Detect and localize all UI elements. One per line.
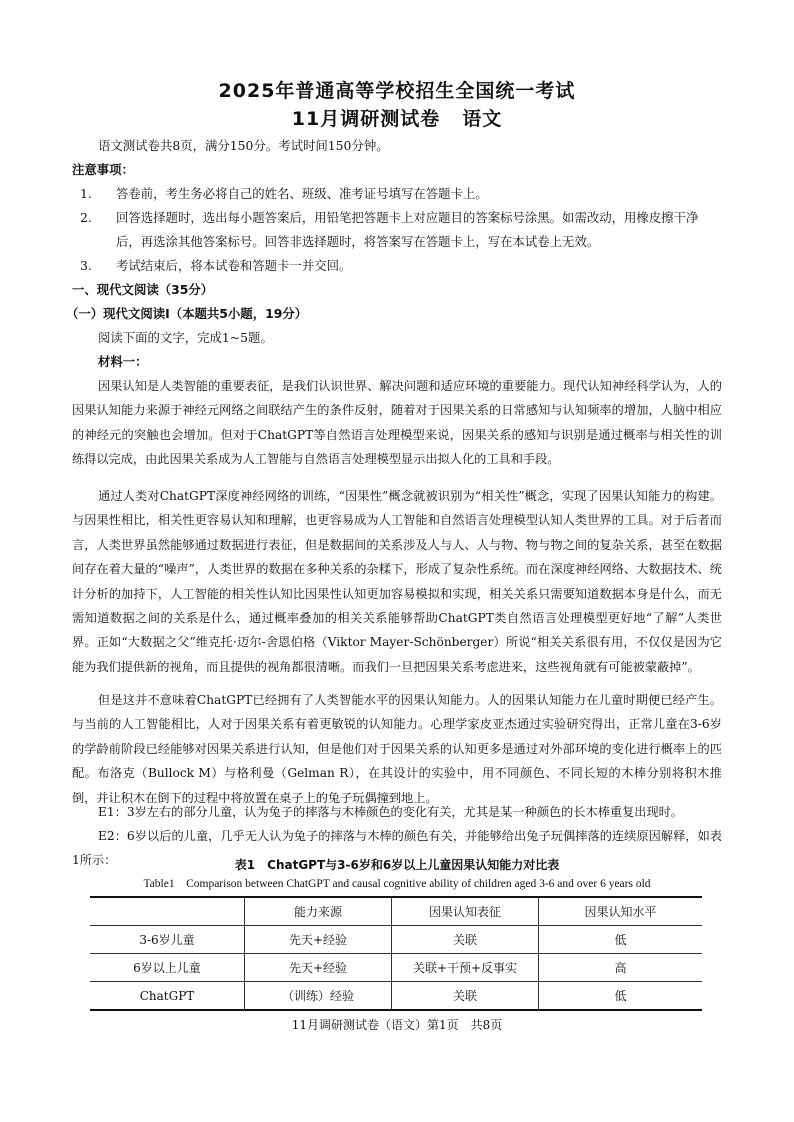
notes-heading: 注意事项： [72, 162, 134, 177]
passage-paragraph-1: 因果认知是人类智能的重要表征，是我们认识世界、解决问题和适应环境的重要能力。现代认知神经科学认为，人的因果认知能力来源于神经元网络之间联结产生的条件反射，随着对于因果关系的日常感知与认知频率的增加，人脑中相应的神经元的突触也会增加。但对于ChatGPT等自然语言处理模型来说，因果关系的感知与识别是通过概率与相关性的训练得以完成，由此因果关系成为人工智能与自然语言处理模型显示出拟人化的工具和手段。 [72, 379, 722, 467]
note-number: 2. [80, 210, 92, 225]
note-text: 回答选择题时，选出每小题答案后，用铅笔把答题卡上对应题目的答案标号涂黑。如需改动，用橡皮擦干净后，再选涂其他答案标号。回答非选择题时，将答案写在答题卡上，写在本试卷上无效。 [116, 210, 699, 249]
note-text: 考试结束后，将本试卷和答题卡一并交回。 [116, 258, 352, 273]
table-header-cell: 因果认知水平 [539, 897, 703, 926]
table-row [90, 982, 702, 1011]
section-heading: 一、现代文阅读（35分） [72, 282, 214, 297]
table-cell: 低 [539, 926, 703, 954]
exam-subtitle-test: 11月调研测试卷 [291, 108, 441, 130]
comparison-table [90, 896, 702, 1011]
table-row [90, 954, 702, 982]
table-cell: 关联 [392, 982, 539, 1011]
table-cell: 3-6岁儿童 [90, 926, 245, 954]
table-header-row [90, 897, 702, 926]
table-cell: 关联 [392, 926, 539, 954]
table-caption-cn: 表1 ChatGPT与3-6岁和6岁以上儿童因果认知能力对比表 [234, 858, 560, 872]
table-cell: （训练）经验 [245, 982, 392, 1011]
table-header-cell: 能力来源 [245, 897, 392, 926]
table-cell: 高 [539, 954, 703, 982]
note-text: 答卷前，考生务必将自己的姓名、班级、准考证号填写在答题卡上。 [116, 186, 488, 201]
passage-paragraph-e1: E1：3岁左右的部分儿童，认为兔子的摔落与木棒颜色的变化有关，尤其是某一种颜色的长木棒重复出现时。 [98, 805, 684, 819]
material-label: 材料一： [98, 354, 148, 369]
subsection-heading: （一）现代文阅读Ⅰ（本题共5小题，19分） [66, 306, 308, 321]
table-cell: ChatGPT [90, 982, 245, 1011]
note-item-2 [80, 206, 722, 254]
table-caption-en: Table1 Comparison between ChatGPT and causal cognitive ability of children aged 3-6 and over 6 years old [143, 878, 651, 890]
table-cell: 先天+经验 [245, 926, 392, 954]
passage-paragraph-e2: E2：6岁以后的儿童，几乎无人认为兔子的摔落与木棒的颜色有关，并能够给出兔子玩偶摔落的连续原因解释，如表1所示： [72, 829, 722, 868]
table-cell: 6岁以上儿童 [90, 954, 245, 982]
page-footer: 11月调研测试卷（语文）第1页 共8页 [291, 1018, 503, 1032]
exam-subtitle [0, 104, 794, 131]
exam-intro: 语文测试卷共8页，满分150分。考试时间150分钟。 [98, 138, 389, 153]
note-item-1 [80, 182, 722, 206]
table-cell: 关联+干预+反事实 [392, 954, 539, 982]
note-number: 1. [80, 186, 92, 201]
exam-title: 2025年普通高等学校招生全国统一考试 [218, 80, 576, 102]
passage-paragraph-2: 通过人类对ChatGPT深度神经网络的训练，“因果性”概念就被识别为“相关性”概念，实现了因果认知能力的构建。与因果性相比，相关性更容易认知和理解，也更容易成为人工智能和自然语言处理模型认知人类世界的工具。对于后者而言，人类世界虽然能够通过数据进行表征，但是数据间的关系涉及人与人、人与物、物与物之间的复杂关系，甚至在数据间存在着大量的“噪声”，人类世界的数据在多种关系的杂糅下，形成了复杂性系统。而在深度神经网络、大数据技术、统计分析的加持下，人工智能的相关性认知比因果性认知更加容易模拟和实现，相关关系只需要知道数据本身是什么，而无需知道数据之间的关系是什么，通过概率叠加的相关关系能够帮助ChatGPT类自然语言处理模型更好地“了解”人类世界。正如“大数据之父”维克托·迈尔-舍恩伯格（Viktor Mayer-Schönberger）所说“相关关系很有用，不仅仅是因为它能为我们提供新的视角，而且提供的视角都很清晰。而我们一旦把因果关系考虑进来，这些视角就有可能被蒙蔽掉”。 [72, 489, 722, 674]
table-header-cell: 因果认知表征 [392, 897, 539, 926]
note-item-3 [80, 254, 722, 278]
table-cell: 低 [539, 982, 703, 1011]
note-number: 3. [80, 258, 92, 273]
reading-instruction: 阅读下面的文字，完成1~5题。 [98, 330, 273, 345]
table-cell: 先天+经验 [245, 954, 392, 982]
passage-paragraph-3: 但是这并不意味着ChatGPT已经拥有了人类智能水平的因果认知能力。人的因果认知能力在儿童时期便已经产生。与当前的人工智能相比，人对于因果关系有着更敏锐的认知能力。心理学家皮亚杰通过实验研究得出，正常儿童在3-6岁的学龄前阶段已经能够对因果关系进行认知，但是他们对于因果关系的认知更多是通过对外部环境的变化进行概率上的匹配。布洛克（Bullock M）与格利曼（Gelman R），在其设计的实验中，用不同颜色、不同长短的木棒分别将积木推倒，并让积木在倒下的过程中将放置在桌子上的兔子玩偶撞到地上。 [72, 693, 722, 805]
table-header-cell [90, 897, 245, 926]
exam-subtitle-subject: 语文 [462, 108, 503, 130]
table-row [90, 926, 702, 954]
